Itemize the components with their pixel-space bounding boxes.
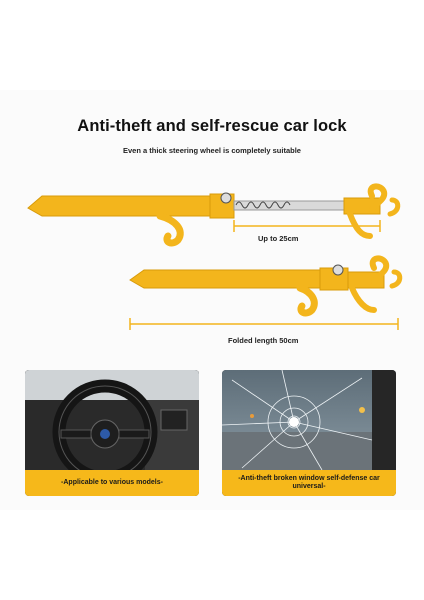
card-broken-window (222, 370, 396, 496)
folded-lock-image (130, 258, 400, 330)
extended-lock-image (28, 186, 398, 243)
card-caption-window: -Anti-theft broken window self-defense car universal- (222, 470, 396, 496)
page-subtitle: Even a thick steering wheel is completely suitable (123, 146, 301, 155)
steering-lock-illustration (0, 170, 424, 350)
card-caption-models: -Applicable to various models- (25, 470, 199, 496)
extended-length-label: Up to 25cm (258, 234, 299, 243)
broken-window-photo (222, 370, 396, 470)
card-applicable-models (25, 370, 199, 496)
page-title: Anti-theft and self-rescue car lock (77, 117, 347, 135)
folded-length-label: Folded length 50cm (228, 336, 299, 345)
steering-wheel-photo (25, 370, 199, 470)
